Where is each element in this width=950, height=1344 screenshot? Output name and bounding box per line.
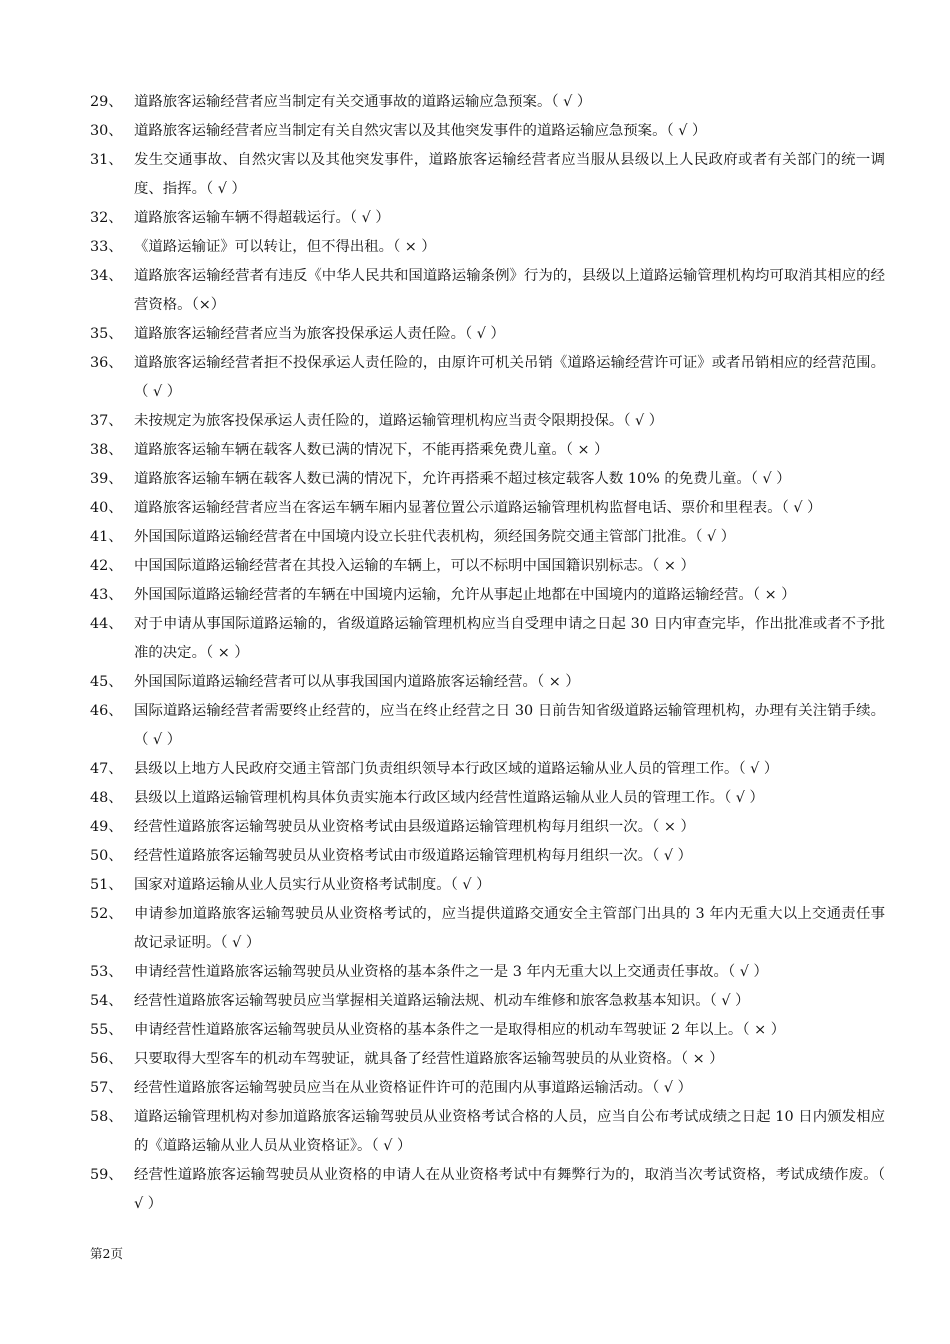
list-item (90, 784, 885, 813)
item-number: 59、 (90, 1167, 123, 1183)
list-item (90, 1074, 885, 1103)
list-item (90, 581, 885, 610)
list-item (90, 262, 885, 320)
list-item (90, 1103, 885, 1161)
list-item (90, 552, 885, 581)
item-number: 58、 (90, 1109, 123, 1125)
item-text: 县级以上道路运输管理机构具体负责实施本行政区域内经营性道路运输从业人员的管理工作。（ √ ） (134, 790, 764, 806)
item-number: 29、 (90, 94, 123, 110)
item-number: 47、 (90, 761, 123, 777)
item-number: 44、 (90, 616, 123, 632)
item-text: 道路旅客运输车辆不得超载运行。（ √ ） (134, 210, 390, 226)
list-item (90, 407, 885, 436)
item-text: 《道路运输证》可以转让，但不得出租。（ × ） (134, 239, 436, 255)
item-number: 37、 (90, 413, 123, 429)
item-number: 53、 (90, 964, 123, 980)
item-number: 34、 (90, 268, 123, 284)
item-text: 发生交通事故、自然灾害以及其他突发事件，道路旅客运输经营者应当服从县级以上人民政府或者有关部门的统一调度、指挥。（ √ ） (134, 152, 885, 197)
question-list (90, 88, 885, 1219)
item-text: 道路旅客运输经营者有违反《中华人民共和国道路运输条例》行为的，县级以上道路运输管理机构均可取消其相应的经营资格。（×） (134, 268, 885, 313)
list-item (90, 610, 885, 668)
item-number: 51、 (90, 877, 123, 893)
list-item (90, 117, 885, 146)
item-number: 40、 (90, 500, 123, 516)
item-text: 国家对道路运输从业人员实行从业资格考试制度。（ √ ） (134, 877, 491, 893)
list-item (90, 813, 885, 842)
item-text: 县级以上地方人民政府交通主管部门负责组织领导本行政区域的道路运输从业人员的管理工作。（ √ ） (134, 761, 779, 777)
item-number: 45、 (90, 674, 123, 690)
list-item (90, 465, 885, 494)
list-item (90, 320, 885, 349)
item-number: 41、 (90, 529, 123, 545)
item-text: 国际道路运输经营者需要终止经营的，应当在终止经营之日 30 日前告知省级道路运输管理机构，办理有关注销手续。（ √ ） (134, 703, 885, 748)
item-text: 外国国际道路运输经营者在中国境内设立长驻代表机构，须经国务院交通主管部门批准。（ √ ） (134, 529, 736, 545)
item-text: 外国国际道路运输经营者可以从事我国国内道路旅客运输经营。（ × ） (134, 674, 580, 690)
item-number: 56、 (90, 1051, 123, 1067)
list-item (90, 146, 885, 204)
item-text: 经营性道路旅客运输驾驶员应当掌握相关道路运输法规、机动车维修和旅客急救基本知识。（ √ ） (134, 993, 750, 1009)
item-number: 49、 (90, 819, 123, 835)
list-item (90, 436, 885, 465)
list-item (90, 204, 885, 233)
item-text: 道路旅客运输经营者应当制定有关自然灾害以及其他突发事件的道路运输应急预案。（ √ ） (134, 123, 707, 139)
item-text: 对于申请从事国际道路运输的，省级道路运输管理机构应当自受理申请之日起 30 日内审查完毕，作出批准或者不予批准的决定。（ × ） (134, 616, 885, 661)
list-item (90, 494, 885, 523)
item-number: 32、 (90, 210, 123, 226)
item-text: 道路旅客运输经营者应当在客运车辆车厢内显著位置公示道路运输管理机构监督电话、票价和里程表。（ √ ） (134, 500, 822, 516)
item-text: 经营性道路旅客运输驾驶员从业资格考试由市级道路运输管理机构每月组织一次。（ √ ） (134, 848, 692, 864)
item-number: 52、 (90, 906, 123, 922)
list-item (90, 1161, 885, 1219)
item-text: 道路旅客运输车辆在载客人数已满的情况下，不能再搭乘免费儿童。（ × ） (134, 442, 609, 458)
item-number: 42、 (90, 558, 123, 574)
list-item (90, 900, 885, 958)
item-number: 55、 (90, 1022, 123, 1038)
item-number: 46、 (90, 703, 123, 719)
item-text: 经营性道路旅客运输驾驶员应当在从业资格证件许可的范围内从事道路运输活动。（ √ ） (134, 1080, 692, 1096)
item-text: 申请参加道路旅客运输驾驶员从业资格考试的，应当提供道路交通安全主管部门出具的 3 年内无重大以上交通责任事故记录证明。（ √ ） (134, 906, 885, 951)
item-number: 31、 (90, 152, 123, 168)
list-item (90, 1045, 885, 1074)
item-text: 外国国际道路运输经营者的车辆在中国境内运输，允许从事起止地都在中国境内的道路运输经营。（ × ） (134, 587, 796, 603)
item-number: 33、 (90, 239, 123, 255)
item-text: 经营性道路旅客运输驾驶员从业资格的申请人在从业资格考试中有舞弊行为的，取消当次考试资格，考试成绩作废。（ √ ） (134, 1167, 885, 1212)
item-text: 道路旅客运输车辆在载客人数已满的情况下，允许再搭乘不超过核定载客人数 10% 的免费儿童。（ √ ） (134, 471, 791, 487)
list-item (90, 755, 885, 784)
list-item (90, 523, 885, 552)
item-number: 50、 (90, 848, 123, 864)
item-text: 道路旅客运输经营者应当制定有关交通事故的道路运输应急预案。（ √ ） (134, 94, 592, 110)
list-item (90, 668, 885, 697)
list-item (90, 958, 885, 987)
item-number: 48、 (90, 790, 123, 806)
item-number: 38、 (90, 442, 123, 458)
item-number: 54、 (90, 993, 123, 1009)
item-text: 未按规定为旅客投保承运人责任险的，道路运输管理机构应当责令限期投保。（ √ ） (134, 413, 664, 429)
list-item (90, 349, 885, 407)
list-item (90, 1016, 885, 1045)
item-text: 申请经营性道路旅客运输驾驶员从业资格的基本条件之一是取得相应的机动车驾驶证 2 年以上。（ × ） (134, 1022, 786, 1038)
item-text: 只要取得大型客车的机动车驾驶证，就具备了经营性道路旅客运输驾驶员的从业资格。（ × ） (134, 1051, 724, 1067)
item-text: 经营性道路旅客运输驾驶员从业资格考试由县级道路运输管理机构每月组织一次。（ × ） (134, 819, 695, 835)
page-number: 第2页 (90, 1246, 123, 1261)
item-text: 中国国际道路运输经营者在其投入运输的车辆上，可以不标明中国国籍识别标志。（ × ） (134, 558, 695, 574)
item-text: 申请经营性道路旅客运输驾驶员从业资格的基本条件之一是 3 年内无重大以上交通责任事故。（ √ ） (134, 964, 768, 980)
item-number: 43、 (90, 587, 123, 603)
list-item (90, 233, 885, 262)
list-item (90, 987, 885, 1016)
item-number: 39、 (90, 471, 123, 487)
item-number: 57、 (90, 1080, 123, 1096)
list-item (90, 88, 885, 117)
item-number: 30、 (90, 123, 123, 139)
list-item (90, 842, 885, 871)
item-number: 36、 (90, 355, 123, 371)
item-text: 道路旅客运输经营者应当为旅客投保承运人责任险。（ √ ） (134, 326, 505, 342)
list-item (90, 871, 885, 900)
item-number: 35、 (90, 326, 123, 342)
list-item (90, 697, 885, 755)
item-text: 道路运输管理机构对参加道路旅客运输驾驶员从业资格考试合格的人员，应当自公布考试成绩之日起 10 日内颁发相应的《道路运输从业人员从业资格证》。（ √ ） (134, 1109, 885, 1154)
item-text: 道路旅客运输经营者拒不投保承运人责任险的，由原许可机关吊销《道路运输经营许可证》或者吊销相应的经营范围。（ √ ） (134, 355, 885, 400)
